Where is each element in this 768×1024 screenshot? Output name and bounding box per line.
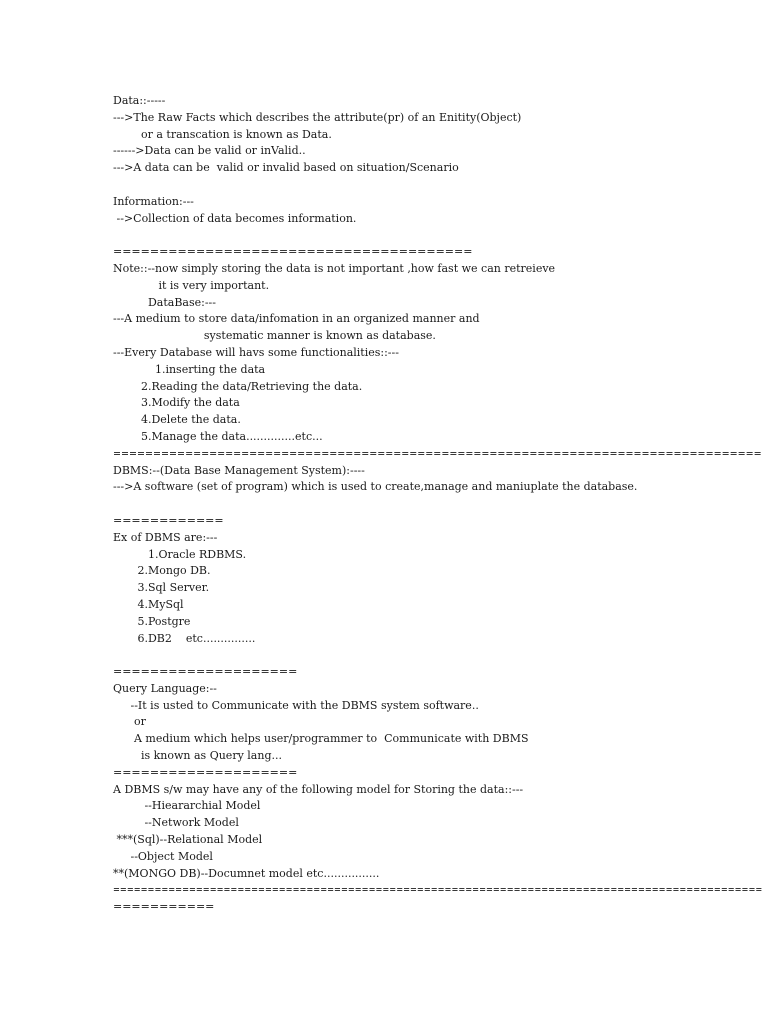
text-line: --->The Raw Facts which describes the attribute(pr) of an Enitity(Object) <box>113 110 522 124</box>
blank-line <box>113 177 753 194</box>
blank-line <box>113 496 753 513</box>
text-line: 2.Mongo DB. <box>113 564 211 578</box>
separator-line: ============================================================================================== <box>113 883 763 897</box>
text-line: A DBMS s/w may have any of the following model for Storing the data::--- <box>113 782 524 796</box>
text-line: 4.MySql <box>113 597 184 611</box>
text-line: Ex of DBMS are:--- <box>113 530 218 544</box>
text-line: --Hieararchial Model <box>113 799 261 813</box>
blank-line <box>113 647 753 664</box>
text-line: or <box>113 715 146 729</box>
text-line: systematic manner is known as database. <box>113 329 436 343</box>
text-line: ---A medium to store data/infomation in an organized manner and <box>113 312 480 326</box>
text-line: --->A software (set of program) which is used to create,manage and maniuplate the database. <box>113 480 638 494</box>
text-line: ---Every Database will havs some functionalities::--- <box>113 345 399 359</box>
text-line: or a transcation is known as Data. <box>113 127 332 141</box>
separator-line: =========== <box>113 900 215 914</box>
text-line: ------>Data can be valid or inValid.. <box>113 144 306 158</box>
text-line: --It is usted to Communicate with the DBMS system software.. <box>113 698 479 712</box>
text-line: --->A data can be valid or invalid based on situation/Scenario <box>113 161 459 175</box>
text-line: 6.DB2 etc............... <box>113 631 256 645</box>
text-line: --Object Model <box>113 849 213 863</box>
text-line: 5.Manage the data..............etc... <box>113 429 323 443</box>
text-line: -->Collection of data becomes information. <box>113 211 357 225</box>
text-line: 3.Sql Server. <box>113 581 210 595</box>
document-text <box>113 93 763 916</box>
text-line: --Network Model <box>113 816 239 830</box>
text-line: 3.Modify the data <box>113 396 240 410</box>
text-line: Data::----- <box>113 94 166 107</box>
separator-line: ==================== <box>113 765 298 779</box>
text-line: DBMS:--(Data Base Management System):---- <box>113 463 365 477</box>
text-line: 1.inserting the data <box>113 362 266 376</box>
text-line: is known as Query lang... <box>113 749 282 763</box>
blank-line <box>113 227 753 244</box>
text-line: ***(Sql)--Relational Model <box>113 833 263 847</box>
text-line: Query Language:-- <box>113 681 217 695</box>
text-line: 5.Postgre <box>113 614 191 628</box>
separator-line: ======================================= <box>113 245 473 259</box>
text-line: 1.Oracle RDBMS. <box>113 547 247 561</box>
separator-line: ============ <box>113 513 224 527</box>
text-line: Note::--now simply storing the data is not important ,how fast we can retreieve <box>113 261 556 275</box>
text-line: it is very important. <box>113 278 270 292</box>
text-line: **(MONGO DB)--Documnet model etc................ <box>113 866 380 880</box>
separator-line: ================================================================================= <box>113 446 762 460</box>
text-line: 2.Reading the data/Retrieving the data. <box>113 379 363 393</box>
separator-line: ==================== <box>113 665 298 679</box>
text-line: DataBase:--- <box>113 295 216 309</box>
text-line: Information:--- <box>113 194 194 208</box>
text-line: 4.Delete the data. <box>113 413 241 427</box>
text-line: A medium which helps user/programmer to Communicate with DBMS <box>113 732 529 746</box>
